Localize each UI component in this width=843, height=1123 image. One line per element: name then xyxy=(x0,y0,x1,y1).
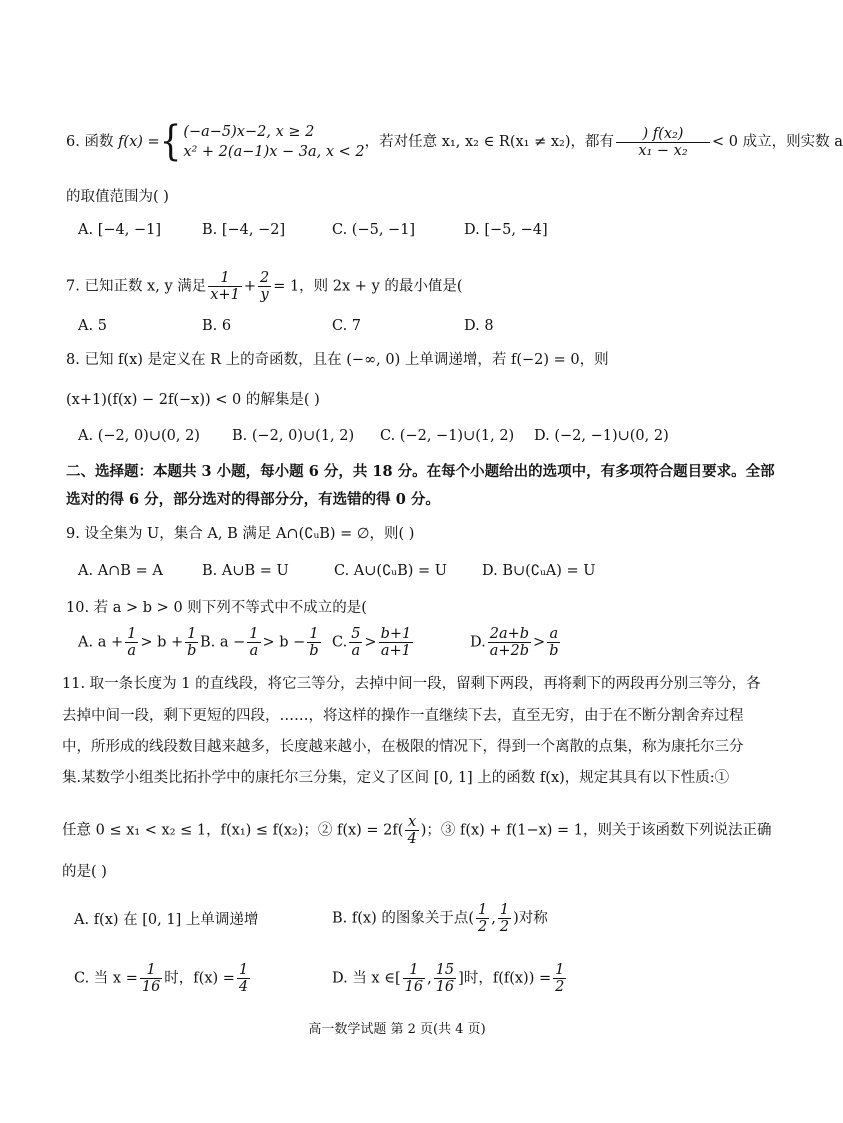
q11-l5-fn: x xyxy=(405,814,418,831)
q8-line-2: (x+1)(f(x) − 2f(−x)) < 0 的解集是( ) xyxy=(66,392,320,408)
q11-d-pre: D. 当 x ∈ xyxy=(332,970,395,987)
piecewise-brace: { xyxy=(159,118,182,166)
q7-option-c: C. 7 xyxy=(332,318,362,334)
q6-cases xyxy=(183,122,364,162)
q8-option-b: B. (−2, 0)∪(1, 2) xyxy=(232,428,355,444)
q7-frac-2 xyxy=(258,270,271,303)
q8-line-1: 8. 已知 f(x) 是定义在 R 上的奇函数，且在 (−∞, 0) 上单调递增，若 f(−2) = 0，则 xyxy=(66,352,609,368)
q7-frac-1 xyxy=(208,270,242,303)
q11-b-pre: B. f(x) 的图象关于点 xyxy=(332,910,469,927)
q11-c-pre: C. 当 x = xyxy=(74,970,138,987)
q9-option-c: C. A∪(∁ᵤB) = U xyxy=(334,563,447,579)
q10-a-f1n: 1 xyxy=(127,626,137,642)
q11-b-f1n: 1 xyxy=(478,902,488,918)
q10-b-f1n: 1 xyxy=(249,626,259,642)
q10-d-pre: D. xyxy=(470,634,486,651)
q11-l5-fd: 4 xyxy=(407,831,417,847)
q10-b-f1d: a xyxy=(249,643,259,659)
q11-c-f1n: 1 xyxy=(140,962,162,979)
q10-a-mid: > b + xyxy=(140,634,184,651)
q11-d-f1n: 1 xyxy=(403,962,425,979)
q10-option-b xyxy=(200,626,323,659)
q10-c-f1d: a xyxy=(351,643,361,659)
q11-options-row-2 xyxy=(74,962,754,1002)
q11-b-post: 对称 xyxy=(518,910,548,927)
section-2-instructions-1: 二、选择题：本题共 3 小题，每小题 6 分，共 18 分。在每个小题给出的选项中，有多项符合题目要求。全部 xyxy=(66,463,775,480)
q10-c-pre: C. xyxy=(332,634,348,651)
q6-mid: ，若对任意 x₁, x₂ ∈ R(x₁ ≠ x₂)，都有 xyxy=(364,134,614,150)
q8-option-d: D. (−2, −1)∪(0, 2) xyxy=(534,428,669,444)
q10-option-a xyxy=(78,626,200,659)
q6-fx: f(x) = xyxy=(118,134,160,150)
q11-line-2: 去掉中间一段，剩下更短的四段，……，将这样的操作一直继续下去，直至无穷，由于在不断分割舍弃过程 xyxy=(62,708,744,724)
q10-d-f1d: a+2b xyxy=(489,643,530,659)
q7-options xyxy=(78,318,638,338)
q7-option-a: A. 5 xyxy=(78,318,107,334)
q7-frac2-den: y xyxy=(260,287,269,303)
q11-line-3: 中，所形成的线段数目越来越多，长度越来越小，在极限的情况下，得到一个离散的点集，称为康托尔三分 xyxy=(62,739,744,755)
q11-d-f3d: 2 xyxy=(555,979,565,995)
q11-d-f1d: 16 xyxy=(404,979,424,995)
q10-d-mid: > xyxy=(533,634,546,651)
q11-line-6: 的是( ) xyxy=(62,864,107,880)
q11-b-f1d: 2 xyxy=(478,919,488,935)
q11-c-f2n: 1 xyxy=(238,962,249,978)
q10-a-f2d: b xyxy=(187,643,197,659)
q6-line-2: 的取值范围为( ) xyxy=(66,189,169,205)
q10-d-f2d: b xyxy=(549,643,559,659)
q10-line-1: 10. 若 a > b > 0 则下列不等式中不成立的是( xyxy=(66,600,367,616)
q6-option-b: B. [−4, −2] xyxy=(202,222,286,238)
q10-a-f2n: 1 xyxy=(185,626,198,643)
q7-frac1-den: x+1 xyxy=(210,287,240,303)
q10-b-mid: > b − xyxy=(262,634,306,651)
q8-option-c: C. (−2, −1)∪(1, 2) xyxy=(380,428,515,444)
q9-option-d: D. B∪(∁ᵤA) = U xyxy=(482,563,596,579)
q6-fraction xyxy=(616,126,710,159)
q6-options xyxy=(78,222,638,242)
q10-c-f1n: 5 xyxy=(351,626,361,642)
q11-l5-a: 任意 0 ≤ x₁ < x₂ ≤ 1，f(x₁) ≤ f(x₂)；② f(x) = 2f xyxy=(62,822,398,839)
q11-b-f2d: 2 xyxy=(499,919,510,935)
section-2-instructions-2: 选对的得 6 分，部分选对的得部分分，有选错的得 0 分。 xyxy=(66,491,440,508)
q11-c-mid: 时，f(x) = xyxy=(164,970,235,987)
q7-tail: = 1，则 2x + y 的最小值是( xyxy=(273,278,463,295)
q10-a-pre: A. a + xyxy=(78,634,124,651)
q10-option-d xyxy=(470,626,562,659)
q8-option-a: A. (−2, 0)∪(0, 2) xyxy=(78,428,200,444)
q7-option-d: D. 8 xyxy=(464,318,494,334)
q10-b-pre: B. a − xyxy=(200,634,246,651)
question-7 xyxy=(66,270,463,303)
q7-plus: + xyxy=(243,278,256,295)
q10-b-f2n: 1 xyxy=(307,626,320,643)
q11-line-5: 任意 0 ≤ x₁ < x₂ ≤ 1，f(x₁) ≤ f(x₂)；② f(x) = 2f( $\frac{x}{4}$ )；③ f(x) + f(1−x) = 1，则关于该函数下列说法正确 xyxy=(62,814,772,847)
q11-b-f2n: 1 xyxy=(499,902,510,918)
q11-options-row-1 xyxy=(74,902,754,942)
q7-option-b: B. 6 xyxy=(202,318,232,334)
q11-c-f1d: 16 xyxy=(141,979,161,995)
q11-d-f2n: 15 xyxy=(435,962,455,978)
q6-frac-den: x₁ − x₂ xyxy=(638,142,688,159)
q9-line-1: 9. 设全集为 U，集合 A, B 满足 A∩(∁ᵤB) = ∅，则( ) xyxy=(66,526,415,542)
q10-c-mid: > xyxy=(364,634,377,651)
q6-option-c: C. (−5, −1] xyxy=(332,222,416,238)
q11-line-4: 集.某数学小组类比拓扑学中的康托尔三分集，定义了区间 [0, 1] 上的函数 f(x)，规定其具有以下性质:① xyxy=(62,770,730,786)
q11-l5-b: ；③ f(x) + f(1−x) = 1，则关于该函数下列说法正确 xyxy=(426,822,772,839)
q7-lead: 7. 已知正数 x, y 满足 xyxy=(66,278,207,295)
q6-lead: 6. 函数 xyxy=(66,134,119,150)
q10-options xyxy=(78,626,758,666)
q10-d-f1n: 2a+b xyxy=(489,626,530,642)
q7-frac1-num: 1 xyxy=(208,270,242,287)
q11-d-mid: 时，f(f(x)) = xyxy=(463,970,552,987)
q9-options xyxy=(78,563,758,583)
q6-tail: < 0 成立，则实数 a xyxy=(712,134,843,150)
q9-option-a: A. A∩B = A xyxy=(78,563,163,579)
q11-option-d: D. 当 x ∈[ $\frac{1}{16}$ , $\frac{15}{16}$ ]时，f(f(x)) = $\frac{1}{2}$ xyxy=(332,962,565,995)
q6-option-a: A. [−4, −1] xyxy=(78,222,161,238)
q11-option-a: A. f(x) 在 [0, 1] 上单调递增 xyxy=(74,912,259,928)
q10-c-f2n: b+1 xyxy=(380,626,412,642)
q9-option-b: B. A∪B = U xyxy=(202,563,289,579)
page-footer: 高一数学试题 第 2 页(共 4 页) xyxy=(308,1022,486,1037)
q10-b-f2d: b xyxy=(309,643,319,659)
q11-line-1: 11. 取一条长度为 1 的直线段，将它三等分，去掉中间一段，留剩下两段，再将剩下的两段再分别三等分，各 xyxy=(62,676,761,692)
q11-c-f2d: 4 xyxy=(238,979,249,995)
q11-d-f3n: 1 xyxy=(555,962,565,978)
q11-option-c xyxy=(74,962,252,995)
q10-d-f2n: a xyxy=(547,626,560,643)
q6-option-d: D. [−5, −4] xyxy=(464,222,548,238)
q10-c-f2d: a+1 xyxy=(380,643,411,659)
q10-a-f1d: a xyxy=(127,643,137,659)
q7-frac2-num: 2 xyxy=(259,270,270,286)
q6-case-1: (−a−5)x−2, x ≥ 2 xyxy=(183,124,315,140)
q10-option-c xyxy=(332,626,415,659)
q6-frac-num: ) f(x₂) xyxy=(616,126,710,143)
q8-options xyxy=(78,428,758,448)
q11-option-b: B. f(x) 的图象关于点( $\frac{1}{2}$ , $\frac{1}{2}$ )对称 xyxy=(332,902,548,935)
q11-d-f2d: 16 xyxy=(435,979,455,995)
question-6 xyxy=(66,118,843,166)
q6-case-2: x² + 2(a−1)x − 3a, x < 2 xyxy=(183,144,365,160)
